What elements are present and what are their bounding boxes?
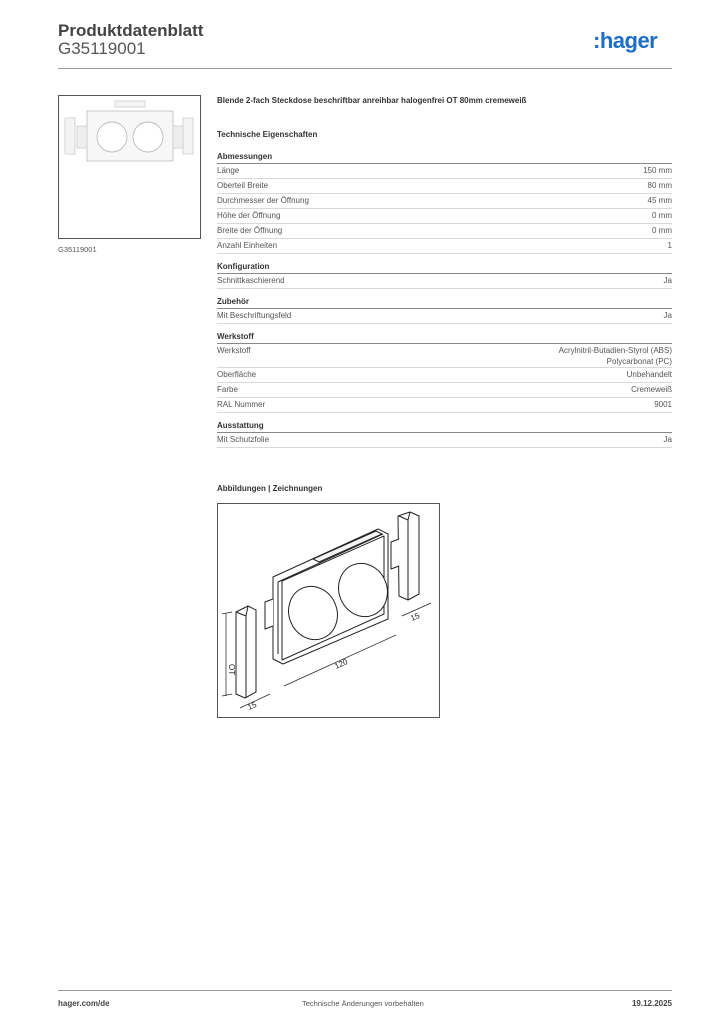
property-value: Unbehandelt <box>626 370 672 379</box>
section-title: Konfiguration <box>217 260 672 274</box>
dimension-height: OT <box>227 664 236 676</box>
footer-website: hager.com/de <box>58 999 110 1008</box>
property-label: Werkstoff <box>217 346 251 355</box>
property-value: 0 mm <box>652 211 672 220</box>
product-properties <box>217 92 672 448</box>
product-title: Blende 2-fach Steckdose beschriftbar anreihbar halogenfrei OT 80mm cremeweiß <box>217 96 527 105</box>
property-label: Farbe <box>217 385 238 394</box>
hager-logo <box>593 28 675 54</box>
property-row <box>217 309 672 324</box>
property-label: Anzahl Einheiten <box>217 241 278 250</box>
property-value: 45 mm <box>647 196 672 205</box>
property-sections <box>217 150 672 448</box>
property-row <box>217 194 672 209</box>
property-row <box>217 398 672 413</box>
product-thumbnail <box>58 95 201 239</box>
property-row <box>217 224 672 239</box>
property-row <box>217 274 672 289</box>
section-title: Abmessungen <box>217 150 672 164</box>
dimension-left: 15 <box>246 699 258 712</box>
property-row <box>217 383 672 398</box>
property-row <box>217 368 672 383</box>
property-row <box>217 433 672 448</box>
property-value: Ja <box>663 311 672 320</box>
footer-note: Technische Änderungen vorbehalten <box>302 999 424 1008</box>
property-row <box>217 179 672 194</box>
property-label: Mit Schutzfolie <box>217 435 270 444</box>
property-value: 9001 <box>654 400 672 409</box>
property-row <box>217 239 672 254</box>
property-label: Oberfläche <box>217 370 257 379</box>
section-title: Werkstoff <box>217 330 672 344</box>
property-value: 0 mm <box>652 226 672 235</box>
property-row <box>217 209 672 224</box>
section-1 <box>217 260 672 289</box>
dimension-width: 120 <box>333 657 350 671</box>
section-title: Ausstattung <box>217 419 672 433</box>
property-label: Mit Beschriftungsfeld <box>217 311 292 320</box>
thumbnail-caption: G35119001 <box>58 245 97 254</box>
property-value: Ja <box>663 435 672 444</box>
hager-logo-text: :hager <box>593 28 658 53</box>
property-value: 150 mm <box>643 166 672 175</box>
property-value: Cremeweiß <box>631 385 672 394</box>
property-label: Länge <box>217 166 240 175</box>
header-divider <box>58 68 672 69</box>
dimension-drawing <box>218 504 439 717</box>
property-label: Höhe der Öffnung <box>217 211 281 220</box>
property-label: Breite der Öffnung <box>217 226 283 235</box>
property-value: Ja <box>663 276 672 285</box>
footer-divider <box>58 990 672 991</box>
property-row <box>217 344 672 368</box>
technical-properties-heading: Technische Eigenschaften <box>217 130 318 139</box>
section-3 <box>217 330 672 413</box>
property-value: 1 <box>667 241 672 250</box>
section-title: Zubehör <box>217 295 672 309</box>
section-2 <box>217 295 672 324</box>
product-code: G35119001 <box>58 39 146 58</box>
property-value: Acrylnitril-Butadien-Styrol (ABS) Polycarbonat (PC) <box>558 346 672 366</box>
property-label: RAL Nummer <box>217 400 266 409</box>
figures-heading: Abbildungen | Zeichnungen <box>217 484 323 493</box>
property-label: Schnittkaschierend <box>217 276 285 285</box>
section-0 <box>217 150 672 254</box>
product-photo <box>59 96 200 238</box>
property-value: 80 mm <box>647 181 672 190</box>
dimension-right: 15 <box>409 610 421 623</box>
footer-date: 19.12.2025 <box>631 999 672 1008</box>
property-label: Oberteil Breite <box>217 181 269 190</box>
section-4 <box>217 419 672 448</box>
property-label: Durchmesser der Öffnung <box>217 196 309 205</box>
property-row <box>217 164 672 179</box>
technical-drawing <box>217 503 440 718</box>
page-title: Produktdatenblatt <box>58 21 204 40</box>
